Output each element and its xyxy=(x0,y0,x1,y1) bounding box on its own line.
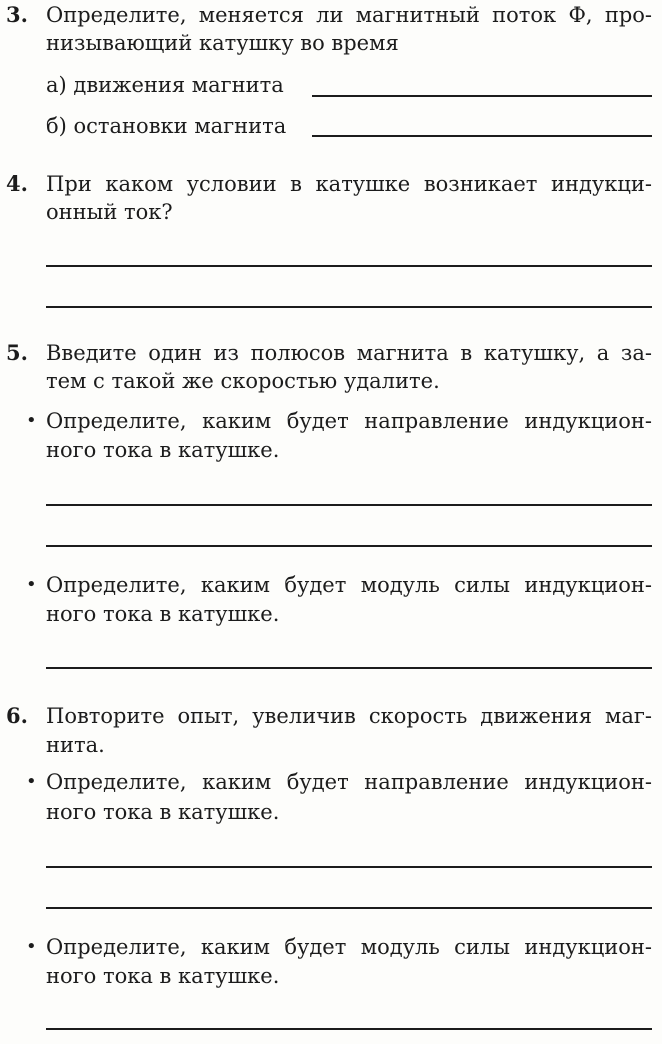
question-number: 5. xyxy=(6,340,28,365)
bullet-marker: • xyxy=(26,410,37,431)
answer-line[interactable] xyxy=(46,1028,652,1030)
answer-line[interactable] xyxy=(46,504,652,506)
bullet-text-line: ного тока в катушке. xyxy=(46,438,280,462)
bullet-text-line: ного тока в катушке. xyxy=(46,964,280,988)
answer-line[interactable] xyxy=(46,545,652,547)
question-text-line: онный ток? xyxy=(46,200,173,224)
question-text-line: Определите, меняется ли магнитный поток Ф, про- xyxy=(46,3,652,27)
sub-item-label: а) движения магнита xyxy=(46,73,284,97)
bullet-marker: • xyxy=(26,574,37,595)
bullet-marker: • xyxy=(26,936,37,957)
bullet-text-line: Определите, каким будет модуль силы индукцион- xyxy=(46,935,652,959)
question-number: 6. xyxy=(6,703,28,728)
bullet-text-line: Определите, каким будет направление индукцион- xyxy=(46,409,652,433)
question-number: 4. xyxy=(6,171,28,196)
question-text-line: нита. xyxy=(46,733,105,757)
bullet-text-line: Определите, каким будет модуль силы индукцион- xyxy=(46,573,652,597)
answer-line[interactable] xyxy=(312,95,652,97)
question-text-line: низывающий катушку во время xyxy=(46,31,399,55)
question-number: 3. xyxy=(6,2,28,27)
question-text-line: Введите один из полюсов магнита в катушку, а за- xyxy=(46,341,652,365)
sub-item-label: б) остановки магнита xyxy=(46,114,287,138)
question-text-line: тем с такой же скоростью удалите. xyxy=(46,369,440,393)
answer-line[interactable] xyxy=(46,306,652,308)
bullet-text-line: ного тока в катушке. xyxy=(46,602,280,626)
bullet-text-line: ного тока в катушке. xyxy=(46,800,280,824)
bullet-marker: • xyxy=(26,771,37,792)
bullet-text-line: Определите, каким будет направление индукцион- xyxy=(46,770,652,794)
question-text-line: При каком условии в катушке возникает индукци- xyxy=(46,172,652,196)
answer-line[interactable] xyxy=(46,265,652,267)
answer-line[interactable] xyxy=(312,135,652,137)
answer-line[interactable] xyxy=(46,866,652,868)
answer-line[interactable] xyxy=(46,667,652,669)
answer-line[interactable] xyxy=(46,907,652,909)
question-text-line: Повторите опыт, увеличив скорость движения маг- xyxy=(46,704,652,728)
